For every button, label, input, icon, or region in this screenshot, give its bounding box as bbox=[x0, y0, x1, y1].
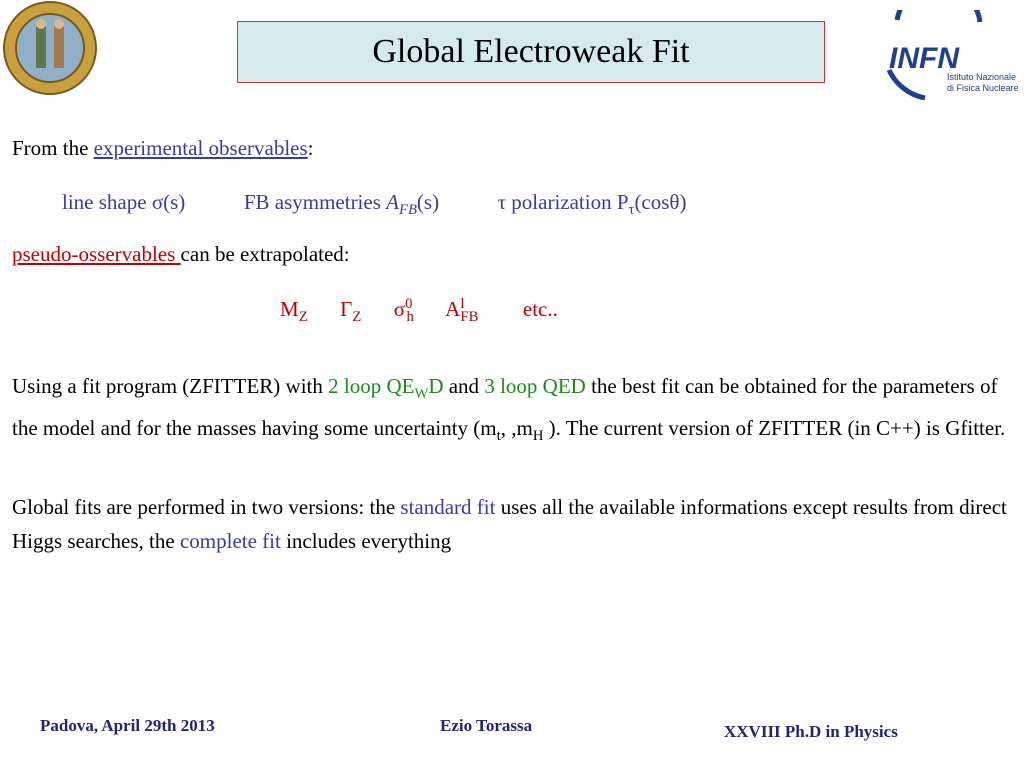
slide-title bbox=[237, 21, 825, 83]
fb-asymmetry-observable: FB asymmetries $A_{FB}(s)$ bbox=[243, 190, 440, 219]
gamma-z-symbol: $\Gamma_Z$ bbox=[340, 297, 362, 326]
two-loop-qewd: 2 loop $QE_WD$ bbox=[328, 374, 444, 403]
university-seal-logo bbox=[0, 0, 100, 96]
experimental-observables-link[interactable]: experimental observables bbox=[93, 136, 308, 160]
pseudo-observables-link[interactable]: pseudo-osservables bbox=[12, 242, 181, 266]
footer-course: XXVIII Ph.D in Physics bbox=[724, 722, 898, 741]
footer-author: Ezio Torassa bbox=[440, 716, 533, 735]
line-shape-observable: line shape σ(s) bbox=[62, 190, 186, 214]
zfitter-paragraph: Using a fit program (ZFITTER) with 2 loop $QE_WD$ and 3 loop QED the best fit can be obtained for the parameters of the model and for the masses having some uncertainty ($m_t$, $,m_H$ ). The current version of ZFITTER (in C++) is Gfitter. bbox=[12, 374, 1006, 445]
svg-text:INFN: INFN bbox=[889, 42, 959, 75]
etc-text: etc.. bbox=[522, 297, 558, 321]
infn-logo bbox=[885, 10, 1024, 100]
complete-fit-term: complete fit bbox=[179, 529, 281, 553]
intro-line: From the experimental observables: bbox=[12, 136, 314, 160]
footer-location-date: Padova, April 29th 2013 bbox=[40, 716, 215, 735]
svg-text:Istituto Nazionale: Istituto Nazionale bbox=[947, 72, 1017, 82]
svg-text:di Fisica Nucleare: di Fisica Nucleare bbox=[947, 83, 1019, 93]
three-loop-qed: 3 loop QED bbox=[484, 374, 586, 398]
mz-symbol: $M_Z$ bbox=[280, 297, 308, 326]
observables-list bbox=[62, 190, 686, 219]
pseudo-observables-list bbox=[280, 296, 558, 326]
global-fits-paragraph: Global fits are performed in two versions: the standard fit uses all the available informations except results from direct Higgs searches, the complete fit includes everything bbox=[12, 495, 1007, 553]
pseudo-observables-line: pseudo-osservables can be extrapolated: bbox=[12, 242, 350, 266]
afb-symbol: $A^l_{FB}$ bbox=[445, 296, 479, 326]
slide-title-text: Global Electroweak Fit bbox=[372, 33, 690, 70]
sigma-h-symbol: $\sigma^0_h$ bbox=[393, 296, 414, 326]
standard-fit-term: standard fit bbox=[400, 495, 496, 519]
tau-polarization-observable: τ polarization $P_\tau(\cos\theta)$ bbox=[497, 190, 687, 219]
